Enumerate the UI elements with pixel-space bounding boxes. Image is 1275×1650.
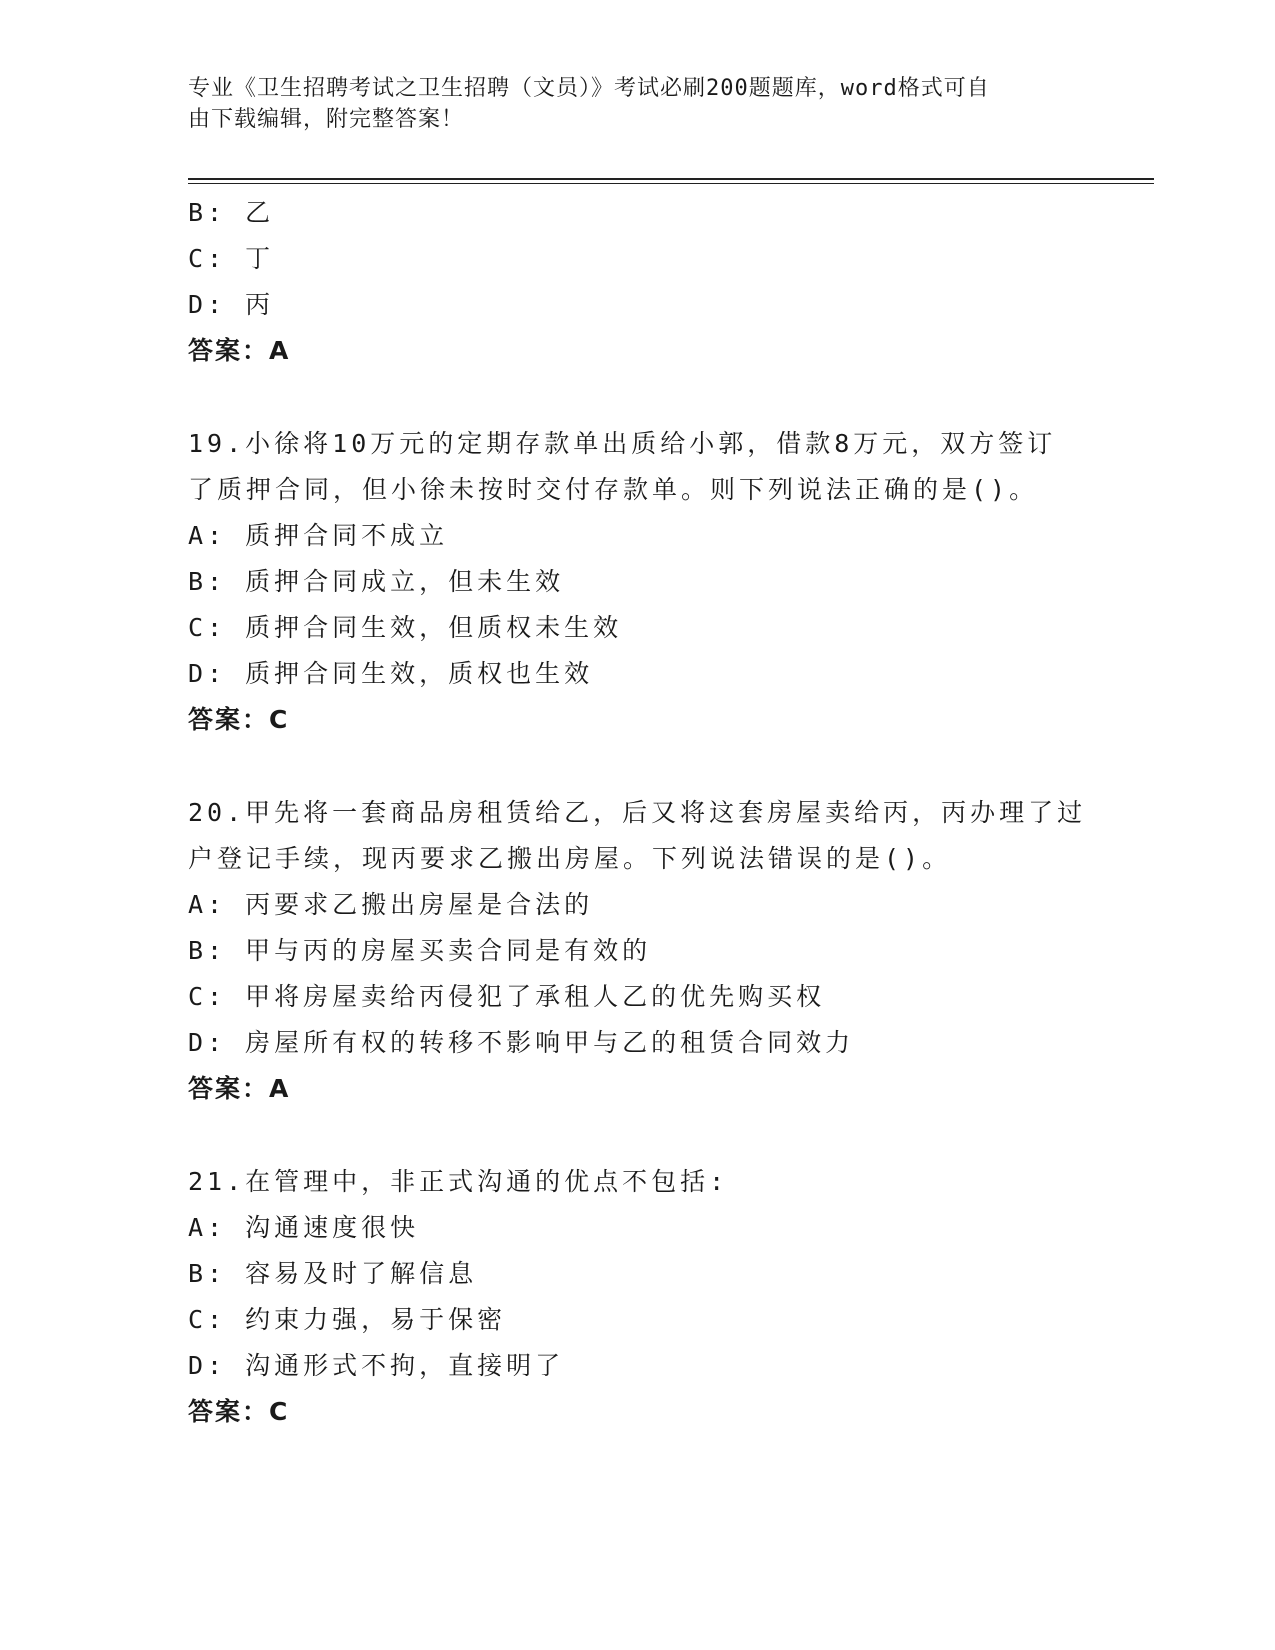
option-line: B: 乙 [188, 198, 275, 227]
question-block-19 [188, 421, 1088, 743]
option-line: C: 丁 [188, 244, 275, 273]
option-line: C: 甲将房屋卖给丙侵犯了承租人乙的优先购买权 [188, 982, 826, 1011]
question-text-line: 了质押合同，但小徐未按时交付存款单。则下列说法正确的是()。 [188, 475, 1039, 504]
option-line: D: 质押合同生效，质权也生效 [188, 659, 594, 688]
document-header [188, 73, 1078, 135]
question-block-20 [188, 790, 1088, 1112]
header-divider-thick [188, 178, 1154, 180]
header-line-1: 专业《卫生招聘考试之卫生招聘（文员）》考试必刷200题题库，word格式可自 [188, 76, 990, 101]
header-divider-thin [188, 183, 1154, 184]
option-line: B: 容易及时了解信息 [188, 1259, 478, 1288]
answer-line: 答案：A [188, 336, 291, 365]
question-text-line: 20.甲先将一套商品房租赁给乙，后又将这套房屋卖给丙，丙办理了过 [188, 798, 1087, 827]
option-line: B: 质押合同成立，但未生效 [188, 567, 565, 596]
question-block-prev [188, 190, 1088, 374]
option-line: D: 沟通形式不拘，直接明了 [188, 1351, 565, 1380]
option-line: D: 丙 [188, 290, 275, 319]
answer-line: 答案：C [188, 1397, 290, 1426]
option-line: A: 沟通速度很快 [188, 1213, 420, 1242]
question-list [188, 190, 1088, 1435]
spacer [188, 1112, 1088, 1159]
spacer [188, 743, 1088, 790]
question-text-line: 户登记手续，现丙要求乙搬出房屋。下列说法错误的是()。 [188, 844, 952, 873]
header-line-2: 由下载编辑，附完整答案！ [188, 107, 465, 132]
option-line: C: 质押合同生效，但质权未生效 [188, 613, 623, 642]
option-line: A: 质押合同不成立 [188, 521, 449, 550]
question-text-line: 19.小徐将10万元的定期存款单出质给小郭，借款8万元，双方签订 [188, 429, 1057, 458]
option-line: C: 约束力强，易于保密 [188, 1305, 507, 1334]
option-line: A: 丙要求乙搬出房屋是合法的 [188, 890, 594, 919]
option-line: B: 甲与丙的房屋买卖合同是有效的 [188, 936, 652, 965]
answer-line: 答案：C [188, 705, 290, 734]
spacer [188, 374, 1088, 421]
answer-line: 答案：A [188, 1074, 291, 1103]
question-block-21 [188, 1159, 1088, 1435]
option-line: D: 房屋所有权的转移不影响甲与乙的租赁合同效力 [188, 1028, 855, 1057]
question-text-line: 21.在管理中，非正式沟通的优点不包括: [188, 1167, 729, 1196]
